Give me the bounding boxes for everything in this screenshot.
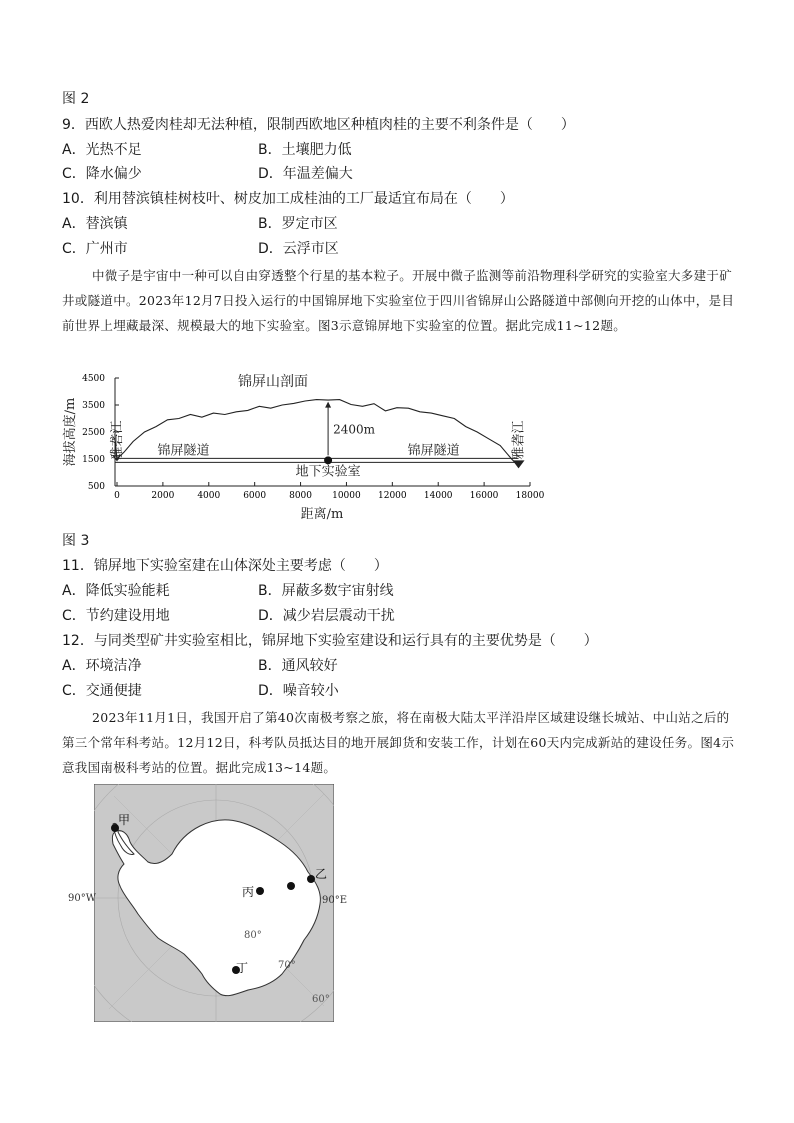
question-12-option-c[interactable]: C．交通便捷 [62, 683, 142, 699]
y-axis-label: 海拔高度/m [63, 397, 78, 467]
tunnel-label-right: 锦屏隧道 [407, 443, 460, 459]
longitude-label-left: 90°W [68, 893, 97, 904]
question-12-stem: 12．与同类型矿井实验室相比，锦屏地下实验室建设和运行具有的主要优势是（ ） [62, 633, 598, 649]
x-tick-label: 12000 [378, 491, 407, 501]
river-label-left: 雅砻江 [110, 420, 125, 460]
chart-title: 锦屏山剖面 [238, 374, 309, 390]
lab-label: 地下实验室 [295, 464, 361, 480]
tunnel-label-left: 锦屏隧道 [157, 443, 210, 459]
y-tick-label: 1500 [82, 455, 105, 465]
question-12-option-a[interactable]: A．环境洁净 [62, 658, 142, 674]
latitude-80-label: 80° [244, 930, 262, 941]
question-10-option-a[interactable]: A．替滨镇 [62, 216, 128, 232]
x-axis-label: 距离/m [300, 507, 344, 522]
question-9-option-a[interactable]: A．光热不足 [62, 142, 142, 158]
x-tick-label: 16000 [469, 491, 499, 501]
passage-antarctic: 2023年11月1日，我国开启了第40次南极考察之旅，将在南极大陆太平洋沿岸区域建设继长城站、中山站之后的第三个常年科考站。12月12日，科考队员抵达目的地开展卸货和安装工作，计划在60天内完成新站的建设任务。图4示意我国南极科考站的位置。据此完成13~14题。 [62, 710, 735, 775]
x-tick-label: 8000 [289, 491, 313, 501]
station-bing-label: 丙 [242, 885, 255, 899]
y-tick-label: 4500 [82, 374, 105, 384]
question-9-option-b[interactable]: B．土壤肥力低 [258, 142, 352, 158]
x-tick-label: 6000 [243, 491, 267, 501]
question-12-option-b[interactable]: B．通风较好 [258, 658, 338, 674]
antarctica-map [94, 784, 334, 1022]
jinping-profile-chart [60, 368, 550, 524]
question-11-option-b[interactable]: B．屏蔽多数宇宙射线 [258, 583, 394, 599]
y-tick-label: 2500 [82, 428, 105, 438]
question-11-option-c[interactable]: C．节约建设用地 [62, 608, 170, 624]
x-tick-label: 4000 [197, 491, 221, 501]
question-9-option-c[interactable]: C．降水偏少 [62, 166, 142, 182]
question-11-option-d[interactable]: D．减少岩层震动干扰 [258, 608, 395, 624]
station-yi-label: 乙 [315, 867, 328, 881]
station-jia-label: 甲 [118, 813, 131, 827]
passage-neutrino: 中微子是宇宙中一种可以自由穿透整个行星的基本粒子。开展中微子监测等前沿物理科学研究的实验室大多建于矿井或隧道中。2023年12月7日投入运行的中国锦屏地下实验室位于四川省锦屏山公路隧道中部侧向开挖的山体中，是目前世界上埋藏最深、规模最大的地下实验室。图3示意锦屏地下实验室的位置。据此完成11~12题。 [62, 268, 735, 333]
latitude-60-label: 60° [312, 994, 330, 1005]
depth-arrow-head [325, 402, 331, 408]
question-10-option-b[interactable]: B．罗定市区 [258, 216, 338, 232]
river-label-right: 雅砻江 [511, 420, 527, 460]
underground-lab-marker [324, 456, 332, 464]
x-tick-label: 2000 [151, 491, 175, 501]
latitude-70-label: 70° [278, 960, 296, 971]
question-11-stem: 11．锦屏地下实验室建在山体深处主要考虑（ ） [62, 558, 388, 574]
station-bing-marker [256, 887, 264, 895]
question-10-option-d[interactable]: D．云浮市区 [258, 241, 339, 257]
question-12-option-d[interactable]: D．噪音较小 [258, 683, 339, 699]
station-unlabeled-marker [287, 882, 295, 890]
depth-label: 2400m [333, 422, 376, 437]
question-9-stem: 9．西欧人热爱肉桂却无法种植，限制西欧地区种植肉桂的主要不利条件是（ ） [62, 117, 575, 133]
figure-3-caption: 图 3 [62, 533, 90, 549]
x-tick-label: 14000 [423, 491, 453, 501]
question-9-option-d[interactable]: D．年温差偏大 [258, 166, 353, 182]
y-tick-label: 500 [87, 482, 105, 492]
x-tick-label: 10000 [332, 491, 361, 501]
station-yi-marker [307, 875, 315, 883]
question-10-stem: 10．利用替滨镇桂树枝叶、树皮加工成桂油的工厂最适宜布局在（ ） [62, 191, 514, 207]
x-tick-label: 18000 [515, 491, 545, 501]
y-tick-label: 3500 [82, 401, 105, 411]
figure-2-caption: 图 2 [62, 91, 90, 107]
question-11-option-a[interactable]: A．降低实验能耗 [62, 583, 170, 599]
longitude-label-right: 90°E [322, 895, 348, 906]
x-tick-label: 0 [114, 491, 120, 501]
question-10-option-c[interactable]: C．广州市 [62, 241, 128, 257]
station-ding-label: 丁 [236, 961, 249, 975]
river-right-marker [513, 460, 525, 468]
